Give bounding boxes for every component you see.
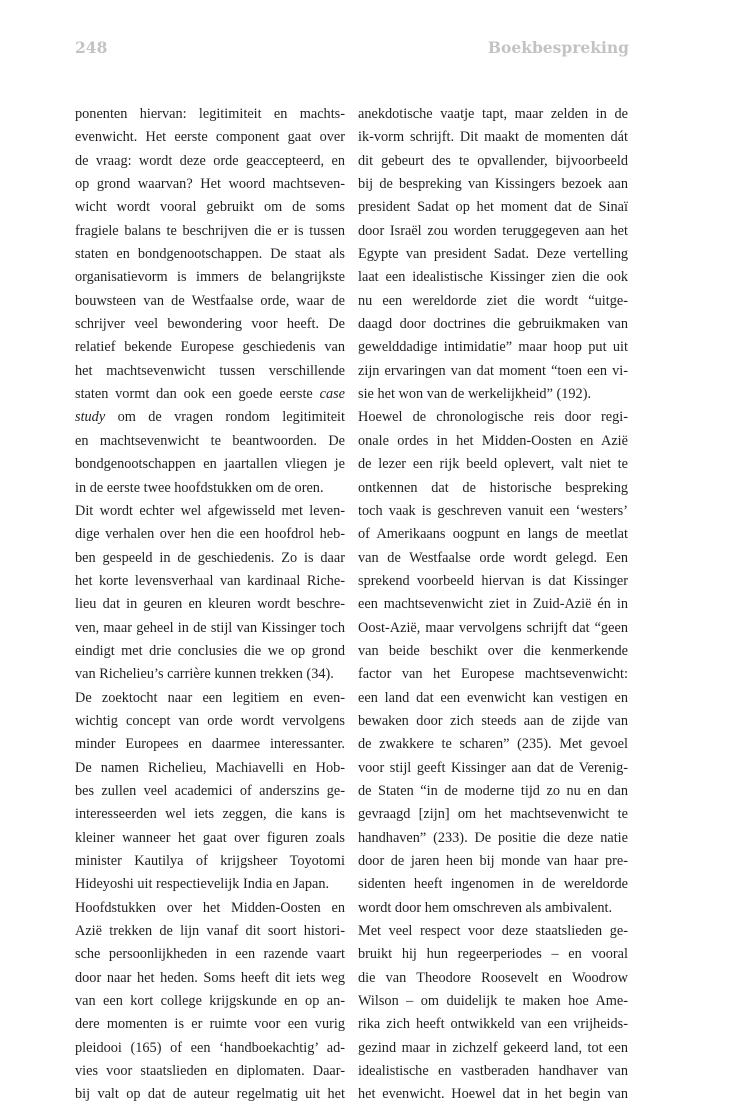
line-text: de vraag: wordt deze orde geaccepteerd, en xyxy=(75,152,345,169)
line-text: een land dat een evenwicht kan vestigen en xyxy=(358,689,628,706)
line-text: Egypte van president Sadat. Deze vertelling xyxy=(358,246,628,263)
line-text: Hoofdstukken over het Midden-Oosten en xyxy=(75,899,345,916)
line-text: kleiner wanneer het gaat over figuren zoals xyxy=(75,829,345,846)
text-line xyxy=(358,103,628,126)
text-line xyxy=(75,827,345,850)
text-line xyxy=(358,803,628,826)
text-line xyxy=(75,1060,345,1083)
text-line xyxy=(75,897,345,920)
line-text: door Israël zou worden teruggegeven aan het xyxy=(358,222,628,239)
line-text: bewaken door zich steeds aan de zijde van xyxy=(358,712,628,729)
text-line xyxy=(75,383,345,406)
italic-term: case xyxy=(319,386,346,403)
text-line xyxy=(358,663,628,686)
running-head xyxy=(75,38,629,62)
line-text: het machtsevenwicht tussen verschillende xyxy=(75,362,345,379)
text-line xyxy=(75,570,345,593)
text-line xyxy=(358,570,628,593)
line-text: wicht wordt vooral gebruikt om de soms xyxy=(75,199,345,216)
line-text: om de vragen rondom legitimiteit xyxy=(105,409,345,426)
line-text: rika zich heeft ontwikkeld van een vrijheids- xyxy=(358,1016,628,1033)
text-line xyxy=(75,360,345,383)
line-text: sie het won van de werkelijkheid” (192). xyxy=(358,386,592,403)
text-line xyxy=(75,663,345,686)
text-line xyxy=(358,430,628,453)
line-text: van beide beschikt over die kenmerkende xyxy=(358,642,628,659)
text-line xyxy=(358,336,628,359)
line-text: Wilson – om duidelijk te maken hoe Ame- xyxy=(358,993,628,1010)
text-line xyxy=(358,687,628,710)
line-text: bondgenootschappen en jaartallen vliegen je xyxy=(75,456,345,473)
text-line xyxy=(75,780,345,803)
text-line xyxy=(358,523,628,546)
line-text: die van Theodore Roosevelt en Woodrow xyxy=(358,969,628,986)
text-line xyxy=(75,500,345,523)
text-line xyxy=(75,150,345,173)
line-text: Met veel respect voor deze staatslieden ge- xyxy=(358,923,628,940)
text-line xyxy=(358,757,628,780)
text-line xyxy=(358,150,628,173)
text-line xyxy=(358,500,628,523)
line-text: staten en bondgenootschappen. De staat als xyxy=(75,246,345,263)
text-line xyxy=(358,827,628,850)
text-line xyxy=(75,196,345,219)
line-text: laat een idealistische Kissinger zien die ook xyxy=(358,269,628,286)
text-line xyxy=(75,593,345,616)
italic-term: study xyxy=(75,409,106,426)
line-text: evenwicht. Het eerste component gaat over xyxy=(75,129,345,146)
text-line xyxy=(358,1083,628,1106)
text-line xyxy=(75,266,345,289)
line-text: de zwakkere te scharen” (235). Met gevoel xyxy=(358,736,628,753)
text-line xyxy=(358,873,628,896)
text-line xyxy=(358,990,628,1013)
line-text: wordt door hem omschreven als ambivalent. xyxy=(358,899,613,916)
line-text: van Richelieu’s carrière kunnen trekken (34). xyxy=(75,666,334,683)
text-line xyxy=(75,103,345,126)
text-line xyxy=(75,523,345,546)
line-text: wichtig concept van orde wordt vervolgens xyxy=(75,712,345,729)
line-text: Oost-Azië, maar vervolgens schrijft dat “geen xyxy=(358,619,628,636)
line-text: bij valt op dat de auteur regelmatig uit het xyxy=(75,1086,345,1103)
text-line xyxy=(358,943,628,966)
line-text: ven, maar geheel in de stijl van Kissinger toch xyxy=(75,619,345,636)
text-line xyxy=(75,873,345,896)
line-text: relatief bekende Europese geschiedenis van xyxy=(75,339,345,356)
line-text: het korte levensverhaal van kardinaal Riche- xyxy=(75,572,345,589)
text-line xyxy=(358,593,628,616)
line-text: ik-vorm schrijft. Dit maakt de momenten dát xyxy=(358,129,628,146)
line-text: interesseerden wel iets zeggen, die kans is xyxy=(75,806,345,823)
text-line xyxy=(358,477,628,500)
line-text: gezind maar in zichzelf gekeerd land, tot een xyxy=(358,1039,628,1056)
line-text: dere momenten is er ruimte voor een vurig xyxy=(75,1016,345,1033)
text-line xyxy=(75,453,345,476)
text-line xyxy=(75,640,345,663)
line-text: bruikt hij hun regeerperiodes – en vooral xyxy=(358,946,628,963)
line-text: factor van het Europese machtsevenwicht: xyxy=(358,666,628,683)
line-text: van een kort college krijgskunde en op an- xyxy=(75,993,345,1010)
line-text: minder Europees en daarmee interessanter. xyxy=(75,736,345,753)
line-text: of Amerikaans oogpunt en langs de meetlat xyxy=(358,526,628,543)
text-line xyxy=(75,990,345,1013)
line-text: staten vormt dan ook een goede eerste xyxy=(75,386,313,403)
text-line xyxy=(75,547,345,570)
text-line xyxy=(75,803,345,826)
line-text: minister Kautilya of krijgsheer Toyotomi xyxy=(75,853,345,869)
text-line xyxy=(358,126,628,149)
text-line xyxy=(358,290,628,313)
line-text: de lezer een rijk beeld oplevert, valt niet te xyxy=(358,456,628,473)
text-line xyxy=(75,173,345,196)
text-line xyxy=(358,1013,628,1036)
text-line xyxy=(75,757,345,780)
line-text: de Staten “in de moderne tijd zo nu en dan xyxy=(358,782,628,799)
line-text: op grond waarvan? Het woord machtseven- xyxy=(75,176,345,193)
text-line xyxy=(75,617,345,640)
text-line xyxy=(75,243,345,266)
text-line xyxy=(358,640,628,663)
text-line xyxy=(75,1037,345,1060)
line-text: toch vaak is geschreven vanuit een ‘westers’ xyxy=(358,502,628,519)
right-column xyxy=(358,103,628,1107)
line-text: eindigt met drie conclusies die we op grond xyxy=(75,642,345,659)
line-text: fragiele balans te beschrijven die er is tussen xyxy=(75,222,345,239)
line-text: in de eerste twee hoofdstukken om de oren. xyxy=(75,479,324,496)
text-line xyxy=(75,1013,345,1036)
text-line xyxy=(358,196,628,219)
text-line xyxy=(358,243,628,266)
line-text: daagd door doctrines die gebruikmaken van xyxy=(358,316,628,333)
line-text: lieu dat in geuren en kleuren wordt beschre- xyxy=(75,596,345,613)
text-line xyxy=(358,453,628,476)
text-line xyxy=(358,617,628,640)
line-text: door de jaren heen bij monde van haar pre- xyxy=(358,853,628,869)
text-line xyxy=(358,220,628,243)
left-column xyxy=(75,103,345,1107)
line-text: president Sadat op het moment dat de Sinaï xyxy=(358,199,628,216)
line-text: ponenten hiervan: legitimiteit en machts- xyxy=(75,106,345,122)
text-line xyxy=(75,220,345,243)
text-line xyxy=(358,313,628,336)
line-text: handhaven” (233). De positie die deze natie xyxy=(358,829,628,846)
text-line xyxy=(358,173,628,196)
text-line xyxy=(358,1060,628,1083)
line-text: Hideyoshi uit respectievelijk India en Japan. xyxy=(75,876,330,893)
line-text: door naar het heden. Soms heeft dit iets weg xyxy=(75,969,345,986)
text-line xyxy=(358,383,628,406)
line-text: gevraagd [zijn] om het machtsevenwicht te xyxy=(358,806,628,823)
line-text: bes zullen veel academici of anderszins ge- xyxy=(75,782,345,799)
text-line xyxy=(358,710,628,733)
line-text: De zoektocht naar een legitiem en even- xyxy=(75,689,345,706)
text-line xyxy=(358,967,628,990)
page-number: 248 xyxy=(75,38,108,57)
text-line xyxy=(75,336,345,359)
text-line xyxy=(75,406,345,429)
line-text: voor stijl geeft Kissinger aan dat de Verenig- xyxy=(358,759,628,776)
text-line xyxy=(75,920,345,943)
line-text: van de Westfaalse orde wordt gelegd. Een xyxy=(358,549,628,566)
line-text: Dit wordt echter wel afgewisseld met leven- xyxy=(75,502,345,519)
line-text: onale ordes in het Midden-Oosten en Azië xyxy=(358,432,628,449)
line-text: schrijver veel bewondering voor heeft. De xyxy=(75,316,345,333)
line-text: vies voor staatslieden en diplomaten. Daar- xyxy=(75,1063,345,1080)
text-line xyxy=(358,1037,628,1060)
section-title: Boekbespreking xyxy=(487,38,629,57)
text-line xyxy=(358,920,628,943)
text-line xyxy=(358,780,628,803)
line-text: sprekend voorbeeld hiervan is dat Kissinger xyxy=(358,572,628,589)
line-text: sche persoonlijkheden in een razende vaart xyxy=(75,946,345,963)
text-line xyxy=(358,850,628,873)
text-line xyxy=(75,290,345,313)
text-line xyxy=(75,967,345,990)
line-text: pleidooi (165) of een ‘handboekachtig’ ad- xyxy=(75,1039,345,1056)
text-line xyxy=(358,266,628,289)
text-line xyxy=(358,547,628,570)
line-text: zijn ervaringen van dat moment “toen een vi- xyxy=(358,362,628,379)
text-line xyxy=(75,430,345,453)
text-line xyxy=(358,406,628,429)
line-text: een machtsevenwicht ziet in Zuid-Azië én in xyxy=(358,596,628,613)
line-text: dige verhalen over hen die een hoofdrol heb- xyxy=(75,526,345,543)
line-text: bij de bespreking van Kissingers bezoek aan xyxy=(358,176,628,193)
line-text: organisatievorm is immers de belangrijkste xyxy=(75,269,345,286)
text-line xyxy=(75,943,345,966)
line-text: anekdotische vaatje tapt, maar zelden in de xyxy=(358,106,628,122)
text-line xyxy=(75,477,345,500)
line-text: ontkennen dat de historische bespreking xyxy=(358,479,628,496)
line-text: het evenwicht. Hoewel dat in het begin van xyxy=(358,1086,628,1103)
line-text: dit gebeurt des te opvallender, bijvoorbeeld xyxy=(358,152,628,169)
text-line xyxy=(75,850,345,873)
line-text: sidenten heeft ingenomen in de wereldorde xyxy=(358,876,628,893)
text-line xyxy=(75,1083,345,1106)
line-text: ben gespeeld in de geschiedenis. Zo is daar xyxy=(75,549,345,566)
text-line xyxy=(75,126,345,149)
line-text: nu een wereldorde ziet die wordt “uitge- xyxy=(358,292,628,309)
line-text: gewelddadige intimidatie” maar hoop put uit xyxy=(358,339,628,356)
text-line xyxy=(75,687,345,710)
line-text: Hoewel de chronologische reis door regi- xyxy=(358,409,628,426)
line-text: Azië trekken de lijn vanaf dit soort histori- xyxy=(75,923,345,940)
text-line xyxy=(75,313,345,336)
text-line xyxy=(358,733,628,756)
line-text: bouwsteen van de Westfaalse orde, waar de xyxy=(75,292,345,309)
line-text: De namen Richelieu, Machiavelli en Hob- xyxy=(75,759,345,776)
text-line xyxy=(358,897,628,920)
text-line xyxy=(75,733,345,756)
line-text: idealistische en vastberaden handhaver van xyxy=(358,1063,628,1080)
text-line xyxy=(358,360,628,383)
text-line xyxy=(75,710,345,733)
line-text: en machtsevenwicht te beantwoorden. De xyxy=(75,432,345,449)
